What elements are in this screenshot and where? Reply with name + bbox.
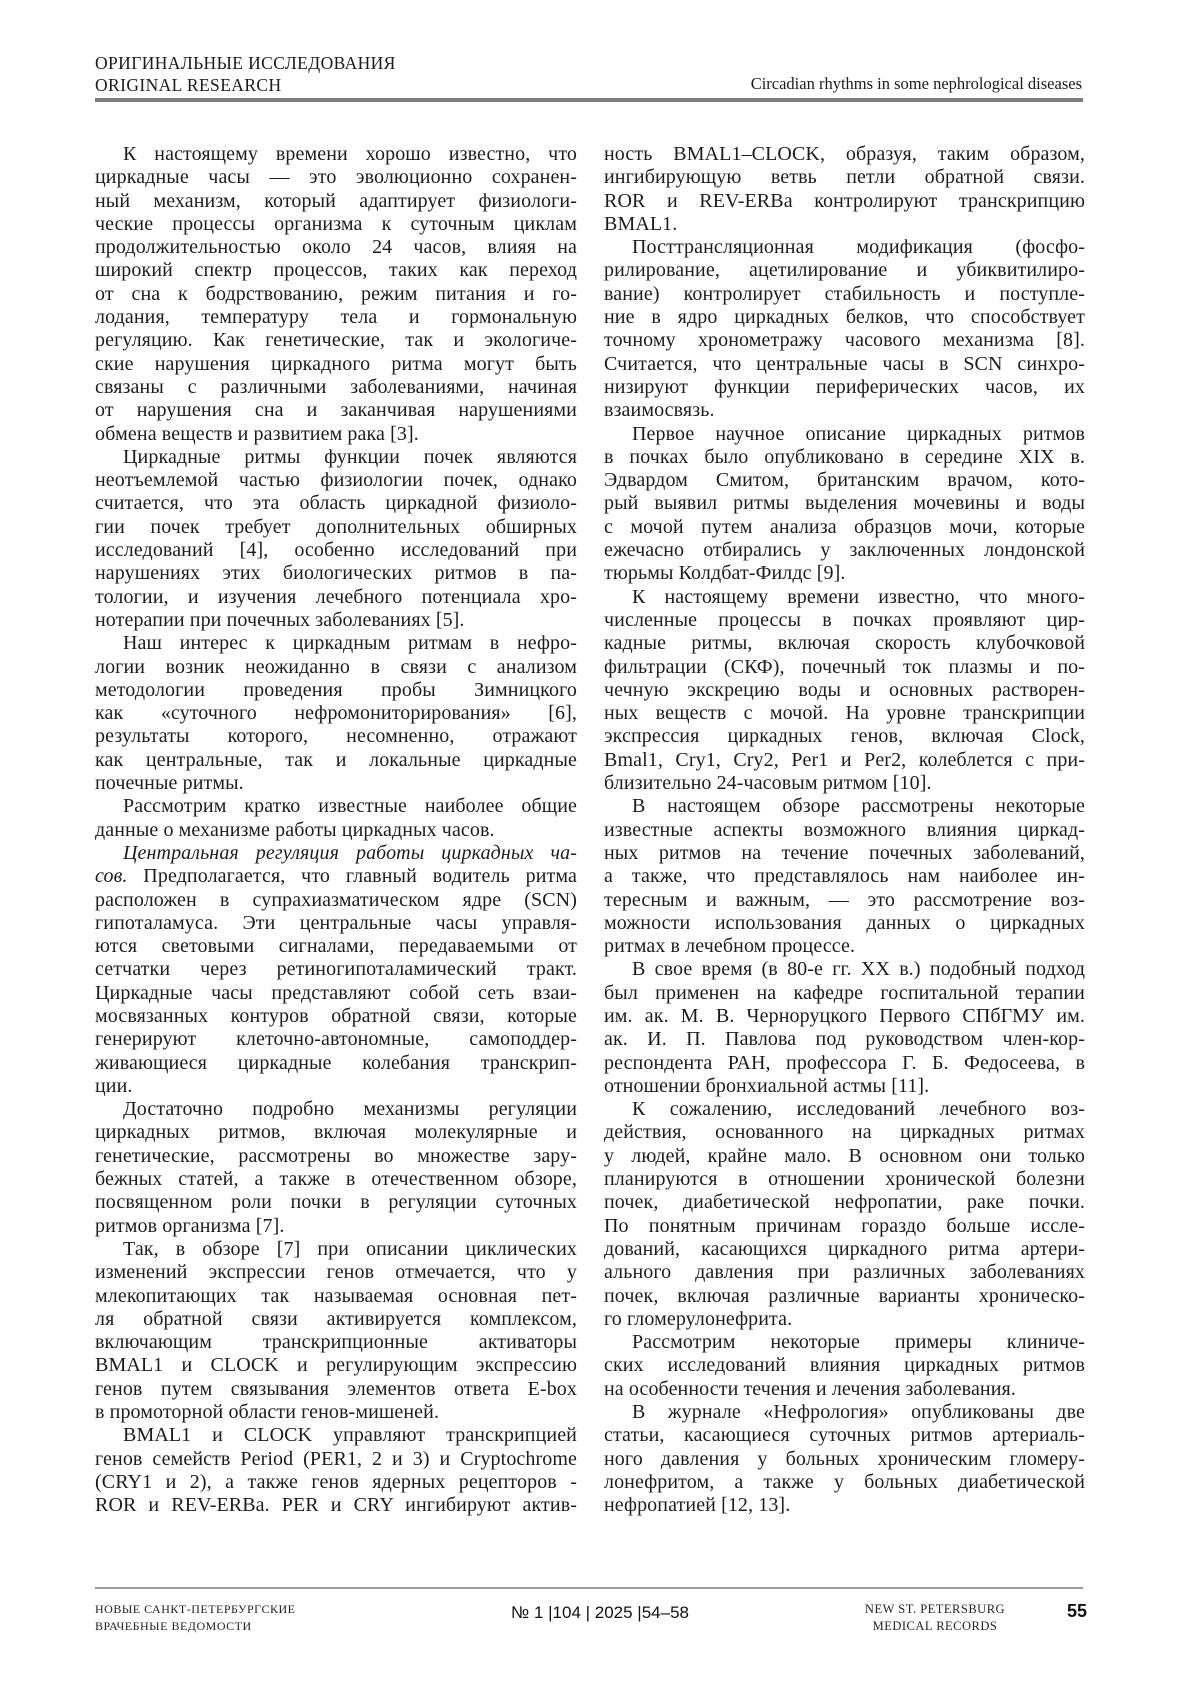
- text-line: исследований [4], особенно исследований при: [95, 539, 577, 562]
- footer-rule: [95, 1587, 1083, 1589]
- text-line: а также, что представлялось нам наиболее ин-: [604, 865, 1085, 888]
- text-line: чечную экскрецию воды и основных растворен-: [604, 678, 1085, 701]
- text-line: в промоторной области генов-мишеней.: [95, 1401, 440, 1424]
- paragraph: [95, 632, 577, 795]
- text-line: нарушениях этих биологических ритмов в па-: [95, 562, 577, 585]
- paragraph: [604, 958, 1085, 1098]
- text-line: считается, что эта область циркадной физиоло-: [95, 492, 577, 515]
- text-line: ются световыми сигналами, передаваемыми от: [95, 935, 577, 958]
- paragraph: [604, 586, 1085, 796]
- text-line: низируют функции периферических часов, их: [604, 375, 1085, 398]
- text-line: на особенности течения и лечения заболевания.: [604, 1377, 1016, 1400]
- text-line: экспрессия циркадных генов, включая Clock,: [604, 725, 1085, 748]
- text-line: млекопитающих так называемая основная пет-: [95, 1284, 577, 1307]
- text-line: был применен на кафедре госпитальной терапии: [604, 981, 1085, 1004]
- text-line: ские нарушения циркадного ритма могут быть: [95, 352, 577, 375]
- section-title-ru: ОРИГИНАЛЬНЫЕ ИССЛЕДОВАНИЯ: [95, 53, 396, 73]
- text-line: По понятным причинам гораздо больше иссле-: [604, 1214, 1085, 1237]
- text-line: связаны с различными заболеваниями, начиная: [95, 375, 577, 398]
- text-line: мосвязанных контуров обратной связи, которые: [95, 1004, 577, 1027]
- text-line: близительно 24-часовым ритмом [10].: [604, 772, 932, 795]
- journal-name-en: [820, 1601, 1050, 1635]
- text-line: В настоящем обзоре рассмотрены некоторые: [632, 795, 1085, 818]
- text-line: Наш интерес к циркадным ритмам в нефро-: [123, 632, 577, 655]
- text-line: изменений экспрессии генов отмечается, что у: [95, 1261, 577, 1284]
- paragraph: [604, 423, 1085, 586]
- text-line: известные аспекты возможного влияния циркад-: [604, 818, 1085, 841]
- text-line: почечные ритмы.: [95, 772, 244, 795]
- text-line: ROR и REV-ERBa контролируют транскрипцию: [604, 189, 1085, 212]
- text-line: (CRY1 и 2), а также генов ядерных рецепторов -: [95, 1470, 577, 1493]
- text-line: действия, основанного на циркадных ритмах: [604, 1121, 1085, 1144]
- right-column: [604, 143, 1085, 1518]
- text-line: Так, в обзоре [7] при описании циклических: [123, 1237, 577, 1260]
- text-line: сетчатки через ретиногипоталамический тракт.: [95, 958, 577, 981]
- text-line: численные процессы в почках проявляют цир-: [604, 608, 1085, 631]
- text-line: фильтрации (СКФ), почечный ток плазмы и по-: [604, 655, 1085, 678]
- text-line: BMAL1.: [604, 212, 678, 235]
- text-line: им. ак. М. В. Черноруцкого Первого СПбГМУ им.: [604, 1004, 1085, 1027]
- text-line: статьи, касающиеся суточных ритмов артериаль-: [604, 1424, 1085, 1447]
- text-line: от нарушения сна и заканчивая нарушениями: [95, 399, 577, 422]
- text-line: рилирование, ацетилирование и убиквитилиро-: [604, 259, 1085, 282]
- text-line: ного давления у больных хроническим гломеру-: [604, 1447, 1085, 1470]
- text-line: почек, включая различные варианты хроническо-: [604, 1284, 1085, 1307]
- text-line: как «суточного нефромониторирования» [6],: [95, 702, 577, 725]
- text-line: генов путем связывания элементов ответа E-box: [95, 1377, 577, 1400]
- text-line: кадные ритмы, включая скорость клубочковой: [604, 632, 1085, 655]
- paragraph: [95, 1238, 577, 1424]
- paragraph: [604, 236, 1085, 422]
- text-line: почек, диабетической нефропатии, раке почки.: [604, 1191, 1085, 1214]
- text-line: гии почек требует дополнительных обширных: [95, 515, 577, 538]
- paragraph: [604, 1331, 1085, 1401]
- text-line: Посттрансляционная модификация (фосфо-: [632, 236, 1085, 259]
- text-line: обмена веществ и развитием рака [3].: [95, 422, 419, 445]
- text-line: точному хронометражу часового механизма [8].: [604, 329, 1085, 352]
- paragraph: [95, 446, 577, 632]
- paragraph: [604, 1098, 1085, 1331]
- text-line: ингибирующую ветвь петли обратной связи.: [604, 166, 1085, 189]
- text-line: как центральные, так и локальные циркадные: [95, 748, 577, 771]
- paragraph: [604, 795, 1085, 958]
- text-line: Считается, что центральные часы в SCN синхро-: [604, 352, 1085, 375]
- text-line: ритмах в лечебном процессе.: [604, 935, 856, 958]
- text-line: ального давления при различных заболеваниях: [604, 1261, 1085, 1284]
- text-line: Рассмотрим кратко известные наиболее общие: [123, 795, 577, 818]
- text-line: ный механизм, который адаптирует физиологи-: [95, 189, 577, 212]
- text-line: в почках было опубликовано в середине XIX в.: [604, 445, 1085, 468]
- journal-name-ru-line1: НОВЫЕ САНКТ-ПЕТЕРБУРГСКИЕ: [95, 1602, 296, 1616]
- text-line: сов. Предполагается, что главный водитель ритма: [95, 865, 577, 888]
- journal-name-en-line1: NEW ST. PETERSBURG: [864, 1602, 1006, 1616]
- text-line: регуляцию. Как генетические, так и экологиче-: [95, 329, 577, 352]
- text-line: ние в ядро циркадных белков, что способствует: [604, 306, 1085, 329]
- text-line: планируются в отношении хронической болезни: [604, 1168, 1085, 1191]
- text-line: ции.: [95, 1074, 133, 1097]
- header-rule: [95, 98, 1083, 102]
- text-line: циркадные часы — это эволюционно сохранен-: [95, 166, 577, 189]
- running-head: Circadian rhythms in some nephrological diseases: [750, 74, 1082, 93]
- text-line: неотъемлемой частью физиологии почек, однако: [95, 469, 577, 492]
- text-line: взаимосвязь.: [604, 399, 715, 422]
- text-line: живающиеся циркадные колебания транскрип-: [95, 1051, 577, 1074]
- text-line: можности использования данных о циркадных: [604, 911, 1085, 934]
- text-line: генов семейств Period (PER1, 2 и 3) и Cryptochrome: [95, 1447, 577, 1470]
- text-line: ческие процессы организма к суточным циклам: [95, 212, 577, 235]
- text-line: бежных статей, а также в отечественном обзоре,: [95, 1168, 577, 1191]
- text-line: ритмов организма [7].: [95, 1214, 285, 1237]
- text-line: тюрьмы Колдбат-Филдс [9].: [604, 562, 846, 585]
- paragraph: [95, 1424, 577, 1517]
- text-line: гипоталамуса. Эти центральные часы управля-: [95, 911, 577, 934]
- issue-info: № 1 |104 | 2025 |54–58: [510, 1603, 689, 1622]
- text-line: генетические, рассмотрены во множестве зару-: [95, 1144, 577, 1167]
- journal-name-ru-line2: ВРАЧЕБНЫЕ ВЕДОМОСТИ: [95, 1619, 252, 1633]
- text-line: тологии, и изучения лечебного потенциала хро-: [95, 585, 577, 608]
- text-line: отношении бронхиальной астмы [11].: [604, 1074, 930, 1097]
- text-line: нотерапии при почечных заболеваниях [5].: [95, 608, 465, 631]
- text-line: К настоящему времени хорошо известно, что: [123, 143, 577, 165]
- text-line: результаты которого, несомненно, отражают: [95, 725, 577, 748]
- text-line: ных ритмов на течение почечных заболеваний,: [604, 841, 1085, 864]
- paragraph: [95, 1098, 577, 1238]
- text-line: BMAL1 и CLOCK и регулирующим экспрессию: [95, 1354, 577, 1377]
- text-line: включающим транскрипционные активаторы: [95, 1331, 577, 1354]
- text-line: Рассмотрим некоторые примеры клиниче-: [632, 1331, 1085, 1354]
- text-line: дований, касающихся циркадного ритма артери-: [604, 1237, 1085, 1260]
- text-line: нефропатией [12, 13].: [604, 1494, 791, 1517]
- text-line: В журнале «Нефрология» опубликованы две: [632, 1401, 1085, 1424]
- text-line: от сна к бодрствованию, режим питания и го-: [95, 282, 577, 305]
- text-line: К настоящему времени известно, что много-: [632, 585, 1085, 608]
- text-line: продолжительностью около 24 часов, влияя на: [95, 236, 577, 259]
- text-line: методологии проведения пробы Зимницкого: [95, 678, 577, 701]
- text-line: широкий спектр процессов, таких как переход: [95, 259, 577, 282]
- text-line: лодания, температуру тела и гормональную: [95, 306, 577, 329]
- text-line: ля обратной связи активируется комплексом,: [95, 1307, 577, 1330]
- page-number: 55: [1066, 1601, 1087, 1621]
- text-line: ных веществ с мочой. На уровне транскрипции: [604, 702, 1085, 725]
- text-line: генерируют клеточно-автономные, самоподдер-: [95, 1028, 577, 1051]
- text-line: респондента РАН, профессора Г. Б. Федосеева, в: [604, 1051, 1085, 1074]
- text-line: ежечасно отбирались у заключенных лондонской: [604, 539, 1085, 562]
- text-line: вание) контролирует стабильность и поступле-: [604, 282, 1085, 305]
- text-line: Первое научное описание циркадных ритмов: [632, 422, 1085, 445]
- text-line: данные о механизме работы циркадных часов.: [95, 818, 495, 841]
- text-line: тересным и важным, — это рассмотрение воз-: [604, 888, 1085, 911]
- text-line: го гломерулонефрита.: [604, 1307, 793, 1330]
- text-line: Циркадные часы представляют собой сеть взаи-: [95, 981, 577, 1004]
- left-column: [95, 143, 577, 1518]
- paragraph: [604, 1401, 1085, 1517]
- text-line: К сожалению, исследований лечебного воз-: [632, 1098, 1085, 1121]
- text-line: В свое время (в 80-е гг. XX в.) подобный подход: [632, 958, 1085, 981]
- text-line: лонефритом, а также у больных диабетической: [604, 1470, 1085, 1493]
- text-line: Циркадные ритмы функции почек являются: [123, 445, 577, 468]
- paragraph: [95, 795, 577, 842]
- text-line: расположен в супрахиазматическом ядре (SCN): [95, 888, 577, 911]
- text-line: ность BMAL1–CLOCK, образуя, таким образом,: [604, 143, 1085, 165]
- paragraph: [95, 143, 577, 446]
- text-line: рый выявил ритмы выделения мочевины и воды: [604, 492, 1085, 515]
- paragraph: [95, 842, 577, 1098]
- text-line: с мочой путем анализа образцов мочи, которые: [604, 515, 1085, 538]
- text-line: Достаточно подробно механизмы регуляции: [123, 1098, 577, 1121]
- section-title-en: ORIGINAL RESEARCH: [95, 74, 282, 95]
- text-line: ак. И. П. Павлова под руководством член-кор-: [604, 1028, 1085, 1051]
- text-line: Эдвардом Смитом, британским врачом, кото-: [604, 469, 1085, 492]
- text-line: BMAL1 и CLOCK управляют транскрипцией: [123, 1424, 577, 1447]
- paragraph: [604, 143, 1085, 236]
- text-line: Центральная регуляция работы циркадных ча-: [123, 841, 577, 864]
- text-line: у людей, крайне мало. В основном они только: [604, 1144, 1085, 1167]
- text-line: циркадных ритмов, включая молекулярные и: [95, 1121, 577, 1144]
- section-header: [95, 53, 396, 96]
- text-line: ских исследований влияния циркадных ритмов: [604, 1354, 1085, 1377]
- journal-name-en-line2: MEDICAL RECORDS: [872, 1619, 998, 1633]
- text-line: логии возник неожиданно в связи с анализом: [95, 655, 577, 678]
- text-line: посвященном роли почки в регуляции суточных: [95, 1191, 577, 1214]
- text-line: Bmal1, Cry1, Cry2, Per1 и Per2, колеблется с при-: [604, 748, 1085, 771]
- text-line: ROR и REV-ERBa. PER и CRY ингибируют актив-: [95, 1494, 577, 1517]
